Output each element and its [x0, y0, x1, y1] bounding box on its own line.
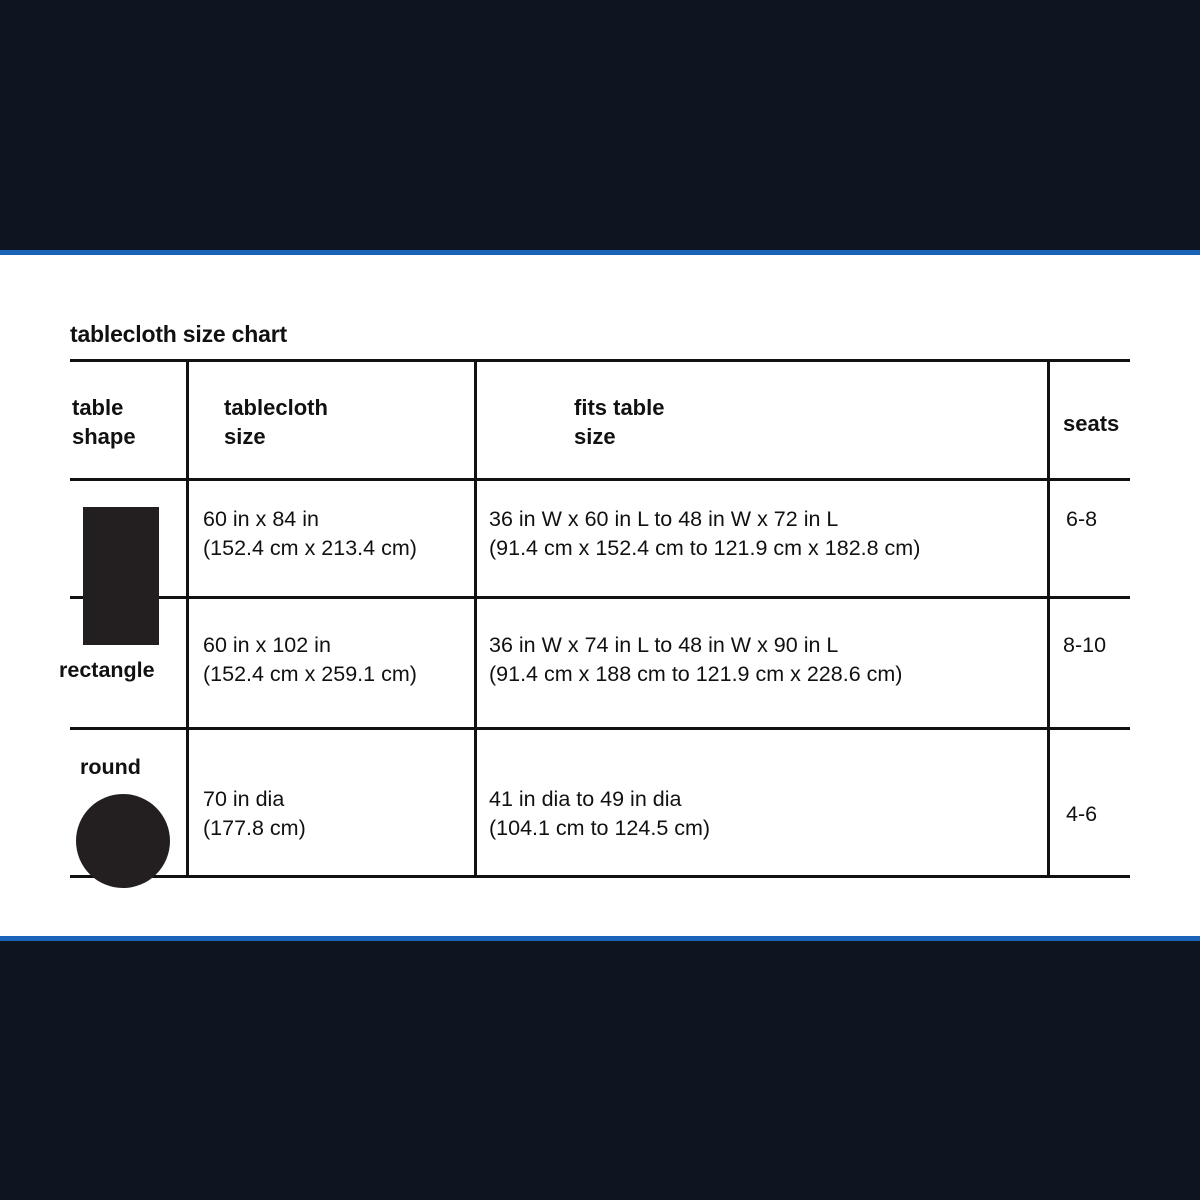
- cell-tablecloth-size-in: 60 in x 84 in: [203, 507, 319, 531]
- column-header-fits-table-size: [574, 393, 664, 451]
- table-row: [203, 505, 417, 563]
- cell-tablecloth-size-cm: (177.8 cm): [203, 816, 306, 841]
- column-header-line: size: [224, 424, 266, 450]
- table-row: [203, 785, 306, 843]
- column-header-line: table: [72, 395, 124, 420]
- circle-swatch-icon: [76, 794, 170, 888]
- table-rule-row2: [70, 727, 1130, 730]
- column-header-line: tablecloth: [224, 395, 328, 420]
- column-header-tablecloth-size: [224, 393, 328, 451]
- column-header-table-shape: [72, 393, 136, 451]
- cell-tablecloth-size-in: 70 in dia: [203, 787, 285, 811]
- table-row: [489, 505, 920, 563]
- table-rule-top: [70, 359, 1130, 362]
- bottom-dark-band: [0, 941, 1200, 1200]
- cell-seats: 6-8: [1066, 507, 1098, 531]
- cell-fits-table-in: 36 in W x 74 in L to 48 in W x 90 in L: [489, 633, 839, 657]
- table-row: [489, 785, 710, 843]
- cell-tablecloth-size-cm: (152.4 cm x 213.4 cm): [203, 536, 417, 561]
- table-col-divider-2: [474, 359, 477, 875]
- cell-fits-table-cm: (91.4 cm x 152.4 cm to 121.9 cm x 182.8 cm): [489, 536, 921, 561]
- cell-seats: 4-6: [1066, 802, 1098, 826]
- cell-tablecloth-size-cm: (152.4 cm x 259.1 cm): [203, 662, 417, 687]
- cell-fits-table-in: 41 in dia to 49 in dia: [489, 787, 682, 811]
- table-row: [489, 631, 902, 689]
- cell-fits-table-cm: (91.4 cm x 188 cm to 121.9 cm x 228.6 cm): [489, 662, 903, 687]
- table-rule-header: [70, 478, 1130, 481]
- cell-fits-table-cm: (104.1 cm to 124.5 cm): [489, 816, 711, 841]
- cell-tablecloth-size-in: 60 in x 102 in: [203, 633, 331, 657]
- shape-label-rectangle: rectangle: [59, 658, 155, 682]
- table-rule-bottom: [70, 875, 1130, 878]
- table-col-divider-3: [1047, 359, 1050, 875]
- top-dark-band: [0, 0, 1200, 250]
- table-col-divider-1: [186, 359, 189, 875]
- column-header-seats: [1063, 409, 1119, 438]
- cell-fits-table-in: 36 in W x 60 in L to 48 in W x 72 in L: [489, 507, 839, 531]
- table-row: [203, 631, 417, 689]
- shape-label-round: round: [80, 755, 141, 779]
- column-header-line: size: [574, 424, 616, 450]
- size-chart-sheet: [0, 255, 1200, 936]
- rectangle-swatch-icon: [83, 507, 159, 645]
- column-header-line: shape: [72, 424, 136, 450]
- column-header-line: seats: [1063, 411, 1120, 436]
- page-title: tablecloth size chart: [70, 321, 287, 347]
- table-rule-row1: [70, 596, 1130, 599]
- column-header-line: fits table: [574, 395, 665, 420]
- cell-seats: 8-10: [1063, 633, 1107, 657]
